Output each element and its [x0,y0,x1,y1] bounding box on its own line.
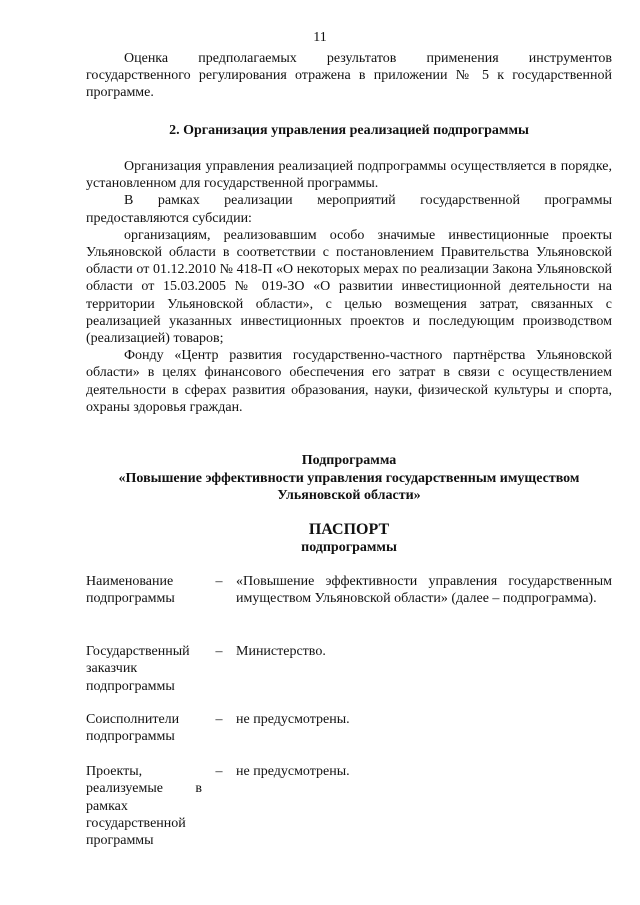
page-number: 11 [313,30,327,45]
paragraph-organization: Организация управления реализацией подпрограммы осуществляется в порядке, установленном для государственной программы. [86,159,612,192]
section-heading-block [86,122,612,140]
passport-heading-block [86,520,612,557]
passport-value: Министерство. [236,644,326,659]
intro-block [86,50,612,102]
passport-row-name [86,573,612,643]
passport-value: не предусмотрены. [236,764,350,779]
subprogram-heading-block [86,452,612,505]
intro-paragraph: Оценка предполагаемых результатов применения инструментов государственного регулирования отражена в приложении № 5 к государственной программе. [86,51,612,101]
section-body [86,158,612,416]
passport-row-projects [86,763,612,849]
passport-table [86,573,612,849]
passport-subtitle: подпрограммы [301,540,397,555]
passport-value: «Повышение эффективности управления государственным имуществом Ульяновской области» (далее – подпрограмма). [236,574,612,607]
subprogram-label: Подпрограмма [301,453,397,468]
passport-title: ПАСПОРТ [308,521,390,538]
passport-value: не предусмотрены. [236,712,350,727]
passport-key: Государственный заказчик подпрограммы [86,644,190,694]
paragraph-subsidies: В рамках реализации мероприятий государственной программы предоставляются субсидии: [86,193,612,226]
passport-row-customer [86,643,612,711]
section-heading: 2. Организация управления реализацией подпрограммы [169,123,529,138]
passport-row-coexecutors [86,711,612,763]
passport-key: Проекты, реализуемые в рамках государственной программы [86,764,202,849]
subprogram-title: «Повышение эффективности управления государственным имуществом Ульяновской области» [118,470,580,503]
passport-key: Наименование подпрограммы [86,574,175,607]
passport-dash: – [215,764,223,779]
passport-dash: – [215,712,223,727]
passport-dash: – [215,574,223,589]
paragraph-organizations: организациям, реализовавшим особо значимые инвестиционные проекты Ульяновской области в соответствии с постановлением Правительства Ульяновской области от 01.12.2010 № 418-П «О некоторых мерах по реализации Закона Ульяновской области от 15.03.2005 № 019-ЗО «О развитии инвестиционной деятельности на территории Ульяновской области», с целью возмещения затрат, связанных с реализацией указанных инвестиционных проектов и последующим производством (реализацией) товаров; [86,227,612,347]
paragraph-fund: Фонду «Центр развития государственно-частного партнёрства Ульяновской области» в целях финансового обеспечения его затрат в связи с осуществлением деятельности в сферах развития образования, науки, физической культуры и спорта, охраны здоровья граждан. [86,348,612,415]
passport-key: Соисполнители подпрограммы [86,712,180,745]
passport-dash: – [215,644,223,659]
